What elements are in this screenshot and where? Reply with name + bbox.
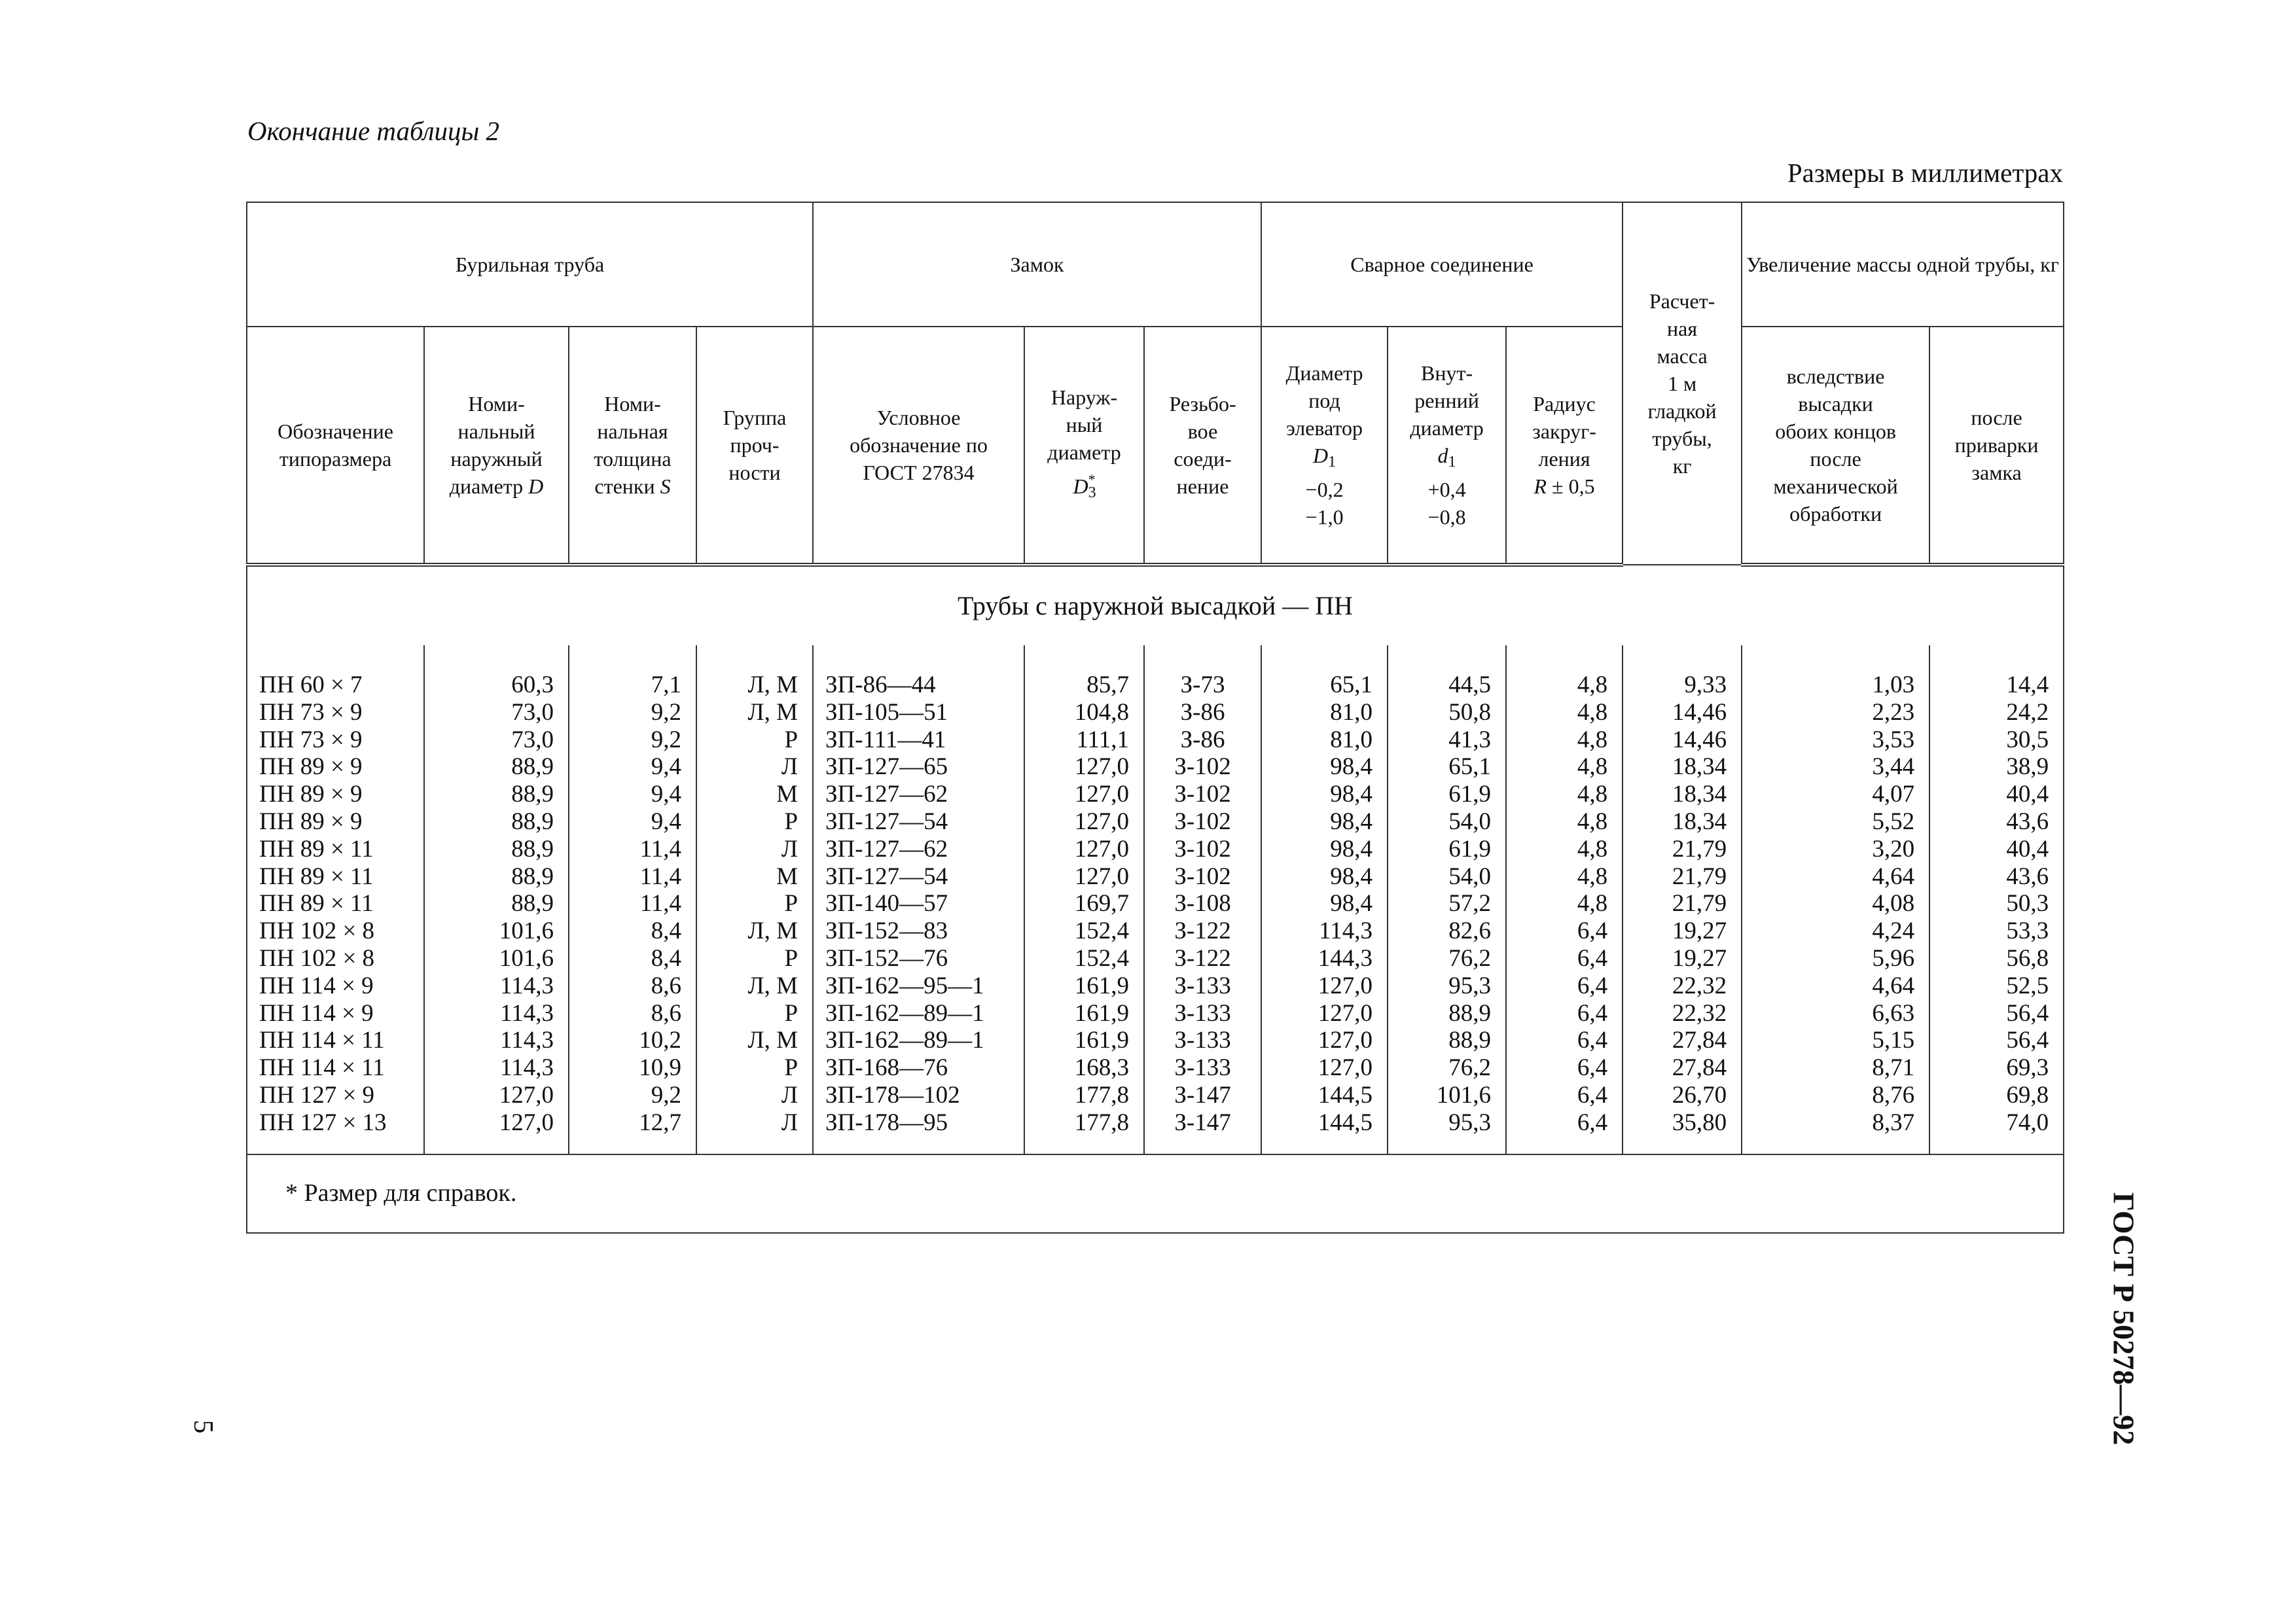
cell-wall-thickness: 11,4 <box>569 836 696 863</box>
cell-thread: З-102 <box>1144 781 1261 808</box>
table-row <box>247 1054 2064 1082</box>
header-lock-designation: Условное обозначение по ГОСТ 27834 <box>813 327 1024 565</box>
cell-radius: 4,8 <box>1506 699 1623 726</box>
cell-wall-thickness: 8,6 <box>569 972 696 1000</box>
cell-inner-diameter: 95,3 <box>1388 972 1506 1000</box>
cell-increase-weld: 69,3 <box>1929 1054 2064 1082</box>
cell-mass: 18,34 <box>1623 753 1742 781</box>
cell-increase-weld: 43,6 <box>1929 808 2064 836</box>
cell-designation: ПН 89 × 11 <box>247 836 424 863</box>
cell-outer-diameter: 168,3 <box>1024 1054 1144 1082</box>
table-row <box>247 671 2064 699</box>
cell-inner-diameter: 101,6 <box>1388 1082 1506 1109</box>
table-row <box>247 753 2064 781</box>
cell-lock-designation: ЗП-105—51 <box>813 699 1024 726</box>
symbol-S: S <box>660 474 671 498</box>
cell-outer-diameter: 85,7 <box>1024 671 1144 699</box>
cell-mass: 27,84 <box>1623 1027 1742 1054</box>
cell-mass: 35,80 <box>1623 1109 1742 1154</box>
cell-increase-upset: 3,53 <box>1742 726 1929 754</box>
cell-radius: 6,4 <box>1506 1109 1623 1154</box>
cell-increase-upset: 5,52 <box>1742 808 1929 836</box>
cell-elevator-diameter: 144,5 <box>1261 1082 1388 1109</box>
cell-radius: 4,8 <box>1506 671 1623 699</box>
cell-designation: ПН 102 × 8 <box>247 918 424 945</box>
table-row <box>247 1000 2064 1027</box>
cell-wall-thickness: 9,2 <box>569 726 696 754</box>
cell-increase-upset: 4,24 <box>1742 918 1929 945</box>
cell-wall-thickness: 11,4 <box>569 890 696 918</box>
symbol-D: D <box>528 474 544 498</box>
symbol-d1: d <box>1437 444 1448 467</box>
cell-wall-thickness: 12,7 <box>569 1109 696 1154</box>
cell-strength-group: Л, М <box>696 918 813 945</box>
cell-wall-thickness: 11,4 <box>569 863 696 891</box>
cell-thread: З-133 <box>1144 1054 1261 1082</box>
page-number <box>183 1407 223 1446</box>
symbol-D1: D <box>1312 444 1329 467</box>
cell-elevator-diameter: 127,0 <box>1261 1054 1388 1082</box>
table-row <box>247 726 2064 754</box>
cell-increase-weld: 56,4 <box>1929 1000 2064 1027</box>
section-title: Трубы с наружной высадкой — ПН <box>247 565 2064 645</box>
cell-lock-designation: ЗП-178—95 <box>813 1109 1024 1154</box>
cell-mass: 19,27 <box>1623 945 1742 972</box>
header-radius-label: Радиус закруг- ления <box>1532 392 1596 471</box>
cell-outer-diameter: 104,8 <box>1024 699 1144 726</box>
cell-strength-group: М <box>696 781 813 808</box>
cell-outer-diameter: 127,0 <box>1024 808 1144 836</box>
cell-increase-upset: 8,71 <box>1742 1054 1929 1082</box>
cell-nominal-diameter: 60,3 <box>424 671 569 699</box>
cell-strength-group: Л <box>696 836 813 863</box>
cell-nominal-diameter: 127,0 <box>424 1109 569 1154</box>
symbol-D3-sub: 3 <box>1088 484 1096 501</box>
cell-radius: 6,4 <box>1506 1000 1623 1027</box>
cell-radius: 6,4 <box>1506 918 1623 945</box>
header-thread: Резьбо- вое соеди- нение <box>1144 327 1261 565</box>
header-designation: Обозначение типоразмера <box>247 327 424 565</box>
cell-elevator-diameter: 98,4 <box>1261 890 1388 918</box>
cell-outer-diameter: 152,4 <box>1024 945 1144 972</box>
header-lock: Замок <box>813 202 1261 327</box>
cell-inner-diameter: 50,8 <box>1388 699 1506 726</box>
cell-inner-diameter: 76,2 <box>1388 945 1506 972</box>
cell-lock-designation: ЗП-162—95—1 <box>813 972 1024 1000</box>
cell-increase-weld: 74,0 <box>1929 1109 2064 1154</box>
cell-lock-designation: ЗП-127—54 <box>813 808 1024 836</box>
cell-outer-diameter: 161,9 <box>1024 972 1144 1000</box>
cell-mass: 21,79 <box>1623 890 1742 918</box>
cell-mass: 14,46 <box>1623 726 1742 754</box>
cell-increase-weld: 40,4 <box>1929 836 2064 863</box>
header-elevator-diameter <box>1261 327 1388 565</box>
cell-nominal-diameter: 73,0 <box>424 726 569 754</box>
cell-outer-diameter: 161,9 <box>1024 1000 1144 1027</box>
cell-outer-diameter: 177,8 <box>1024 1082 1144 1109</box>
cell-strength-group: Л <box>696 753 813 781</box>
cell-thread: З-122 <box>1144 918 1261 945</box>
cell-strength-group: Л <box>696 1109 813 1154</box>
cell-radius: 4,8 <box>1506 753 1623 781</box>
cell-designation: ПН 73 × 9 <box>247 726 424 754</box>
cell-designation: ПН 102 × 8 <box>247 945 424 972</box>
symbol-R: R <box>1534 474 1547 498</box>
cell-strength-group: Р <box>696 808 813 836</box>
units-note: Размеры в миллиметрах <box>1787 158 2063 188</box>
header-weld: Сварное соединение <box>1261 202 1623 327</box>
cell-nominal-diameter: 114,3 <box>424 1027 569 1054</box>
header-after-weld: после приварки замка <box>1929 327 2064 565</box>
cell-elevator-diameter: 65,1 <box>1261 671 1388 699</box>
cell-designation: ПН 89 × 9 <box>247 808 424 836</box>
cell-designation: ПН 89 × 11 <box>247 890 424 918</box>
cell-lock-designation: ЗП-152—76 <box>813 945 1024 972</box>
cell-increase-weld: 30,5 <box>1929 726 2064 754</box>
cell-nominal-diameter: 88,9 <box>424 781 569 808</box>
cell-mass: 19,27 <box>1623 918 1742 945</box>
cell-nominal-diameter: 88,9 <box>424 836 569 863</box>
cell-increase-weld: 56,4 <box>1929 1027 2064 1054</box>
cell-outer-diameter: 127,0 <box>1024 753 1144 781</box>
cell-increase-upset: 6,63 <box>1742 1000 1929 1027</box>
standard-title-text: ГОСТ Р 50278—92 <box>2107 1192 2141 1446</box>
cell-lock-designation: ЗП-140—57 <box>813 890 1024 918</box>
cell-inner-diameter: 65,1 <box>1388 753 1506 781</box>
cell-elevator-diameter: 114,3 <box>1261 918 1388 945</box>
page-number-text: 5 <box>188 1419 218 1434</box>
header-upset: вследствие высадки обоих концов после механической обработки <box>1742 327 1929 565</box>
cell-increase-upset: 4,64 <box>1742 863 1929 891</box>
cell-thread: З-108 <box>1144 890 1261 918</box>
cell-increase-upset: 1,03 <box>1742 671 1929 699</box>
cell-strength-group: Р <box>696 890 813 918</box>
radius-tolerance: ± 0,5 <box>1552 474 1595 498</box>
cell-designation: ПН 127 × 13 <box>247 1109 424 1154</box>
cell-outer-diameter: 111,1 <box>1024 726 1144 754</box>
cell-strength-group: Л, М <box>696 1027 813 1054</box>
symbol-d1-sub: 1 <box>1448 454 1456 471</box>
cell-mass: 18,34 <box>1623 781 1742 808</box>
cell-mass: 14,46 <box>1623 699 1742 726</box>
cell-wall-thickness: 8,4 <box>569 918 696 945</box>
cell-elevator-diameter: 144,3 <box>1261 945 1388 972</box>
cell-increase-weld: 52,5 <box>1929 972 2064 1000</box>
cell-thread: З-86 <box>1144 726 1261 754</box>
cell-inner-diameter: 82,6 <box>1388 918 1506 945</box>
cell-radius: 6,4 <box>1506 1082 1623 1109</box>
cell-lock-designation: ЗП-127—65 <box>813 753 1024 781</box>
pipe-table <box>246 202 2064 1234</box>
header-mass: Расчет- ная масса 1 м гладкой трубы, кг <box>1623 202 1742 565</box>
symbol-D3: D <box>1073 474 1088 498</box>
header-elevator-label: Диаметр под элеватор <box>1285 361 1363 440</box>
cell-outer-diameter: 127,0 <box>1024 781 1144 808</box>
header-nominal-diameter-label: Номи- нальный наружный диаметр <box>449 392 543 498</box>
cell-designation: ПН 127 × 9 <box>247 1082 424 1109</box>
cell-outer-diameter: 152,4 <box>1024 918 1144 945</box>
header-outer-diameter <box>1024 327 1144 565</box>
cell-inner-diameter: 54,0 <box>1388 863 1506 891</box>
header-mass-increase: Увеличение массы одной трубы, кг <box>1742 202 2064 327</box>
header-inner-label: Внут- ренний диаметр <box>1410 361 1484 440</box>
cell-lock-designation: ЗП-127—62 <box>813 836 1024 863</box>
cell-lock-designation: ЗП-127—62 <box>813 781 1024 808</box>
cell-mass: 21,79 <box>1623 836 1742 863</box>
cell-strength-group: Р <box>696 1000 813 1027</box>
table-caption: Окончание таблицы 2 <box>247 116 500 146</box>
cell-wall-thickness: 9,2 <box>569 699 696 726</box>
cell-strength-group: Р <box>696 726 813 754</box>
cell-mass: 9,33 <box>1623 671 1742 699</box>
cell-nominal-diameter: 88,9 <box>424 753 569 781</box>
cell-lock-designation: ЗП-162—89—1 <box>813 1000 1024 1027</box>
cell-nominal-diameter: 101,6 <box>424 945 569 972</box>
cell-radius: 6,4 <box>1506 945 1623 972</box>
cell-designation: ПН 89 × 9 <box>247 753 424 781</box>
cell-wall-thickness: 10,2 <box>569 1027 696 1054</box>
cell-nominal-diameter: 114,3 <box>424 1054 569 1082</box>
cell-increase-weld: 24,2 <box>1929 699 2064 726</box>
header-strength-group: Группа проч- ности <box>696 327 813 565</box>
elevator-tolerance: −0,2 −1,0 <box>1305 478 1344 529</box>
cell-increase-weld: 43,6 <box>1929 863 2064 891</box>
table-row <box>247 972 2064 1000</box>
cell-designation: ПН 89 × 9 <box>247 781 424 808</box>
header-inner-diameter <box>1388 327 1506 565</box>
cell-strength-group: Л, М <box>696 699 813 726</box>
cell-increase-upset: 4,08 <box>1742 890 1929 918</box>
cell-increase-weld: 69,8 <box>1929 1082 2064 1109</box>
cell-inner-diameter: 61,9 <box>1388 836 1506 863</box>
cell-radius: 4,8 <box>1506 808 1623 836</box>
cell-wall-thickness: 9,4 <box>569 808 696 836</box>
table-row <box>247 863 2064 891</box>
cell-mass: 18,34 <box>1623 808 1742 836</box>
cell-inner-diameter: 76,2 <box>1388 1054 1506 1082</box>
cell-wall-thickness: 9,4 <box>569 753 696 781</box>
cell-inner-diameter: 57,2 <box>1388 890 1506 918</box>
cell-radius: 4,8 <box>1506 781 1623 808</box>
inner-tolerance: +0,4 −0,8 <box>1427 478 1466 529</box>
cell-inner-diameter: 61,9 <box>1388 781 1506 808</box>
cell-inner-diameter: 41,3 <box>1388 726 1506 754</box>
table-row <box>247 945 2064 972</box>
cell-radius: 4,8 <box>1506 836 1623 863</box>
cell-lock-designation: ЗП-111—41 <box>813 726 1024 754</box>
cell-nominal-diameter: 73,0 <box>424 699 569 726</box>
cell-wall-thickness: 9,2 <box>569 1082 696 1109</box>
table-row <box>247 781 2064 808</box>
cell-lock-designation: ЗП-168—76 <box>813 1054 1024 1082</box>
cell-elevator-diameter: 127,0 <box>1261 972 1388 1000</box>
cell-wall-thickness: 7,1 <box>569 671 696 699</box>
cell-increase-weld: 38,9 <box>1929 753 2064 781</box>
cell-lock-designation: ЗП-152—83 <box>813 918 1024 945</box>
header-nominal-wall <box>569 327 696 565</box>
cell-nominal-diameter: 114,3 <box>424 972 569 1000</box>
cell-increase-upset: 8,37 <box>1742 1109 1929 1154</box>
cell-inner-diameter: 44,5 <box>1388 671 1506 699</box>
cell-increase-weld: 50,3 <box>1929 890 2064 918</box>
cell-increase-upset: 3,44 <box>1742 753 1929 781</box>
header-nominal-wall-label: Номи- нальная толщина стенки <box>594 392 672 498</box>
cell-increase-weld: 56,8 <box>1929 945 2064 972</box>
cell-mass: 22,32 <box>1623 1000 1742 1027</box>
cell-elevator-diameter: 98,4 <box>1261 753 1388 781</box>
cell-outer-diameter: 169,7 <box>1024 890 1144 918</box>
cell-nominal-diameter: 88,9 <box>424 863 569 891</box>
cell-thread: З-102 <box>1144 863 1261 891</box>
standard-title <box>2085 1181 2163 1456</box>
cell-nominal-diameter: 101,6 <box>424 918 569 945</box>
cell-increase-weld: 40,4 <box>1929 781 2064 808</box>
table-row <box>247 1109 2064 1154</box>
cell-lock-designation: ЗП-178—102 <box>813 1082 1024 1109</box>
cell-mass: 22,32 <box>1623 972 1742 1000</box>
cell-elevator-diameter: 98,4 <box>1261 808 1388 836</box>
cell-outer-diameter: 161,9 <box>1024 1027 1144 1054</box>
symbol-D3-sup: * <box>1088 471 1096 488</box>
cell-outer-diameter: 127,0 <box>1024 836 1144 863</box>
cell-thread: З-73 <box>1144 671 1261 699</box>
cell-elevator-diameter: 98,4 <box>1261 863 1388 891</box>
cell-elevator-diameter: 98,4 <box>1261 781 1388 808</box>
header-nominal-diameter <box>424 327 569 565</box>
cell-designation: ПН 114 × 11 <box>247 1054 424 1082</box>
cell-wall-thickness: 9,4 <box>569 781 696 808</box>
cell-mass: 21,79 <box>1623 863 1742 891</box>
table-row <box>247 699 2064 726</box>
footnote: * Размер для справок. <box>247 1154 2064 1233</box>
cell-nominal-diameter: 88,9 <box>424 808 569 836</box>
cell-elevator-diameter: 81,0 <box>1261 726 1388 754</box>
cell-thread: З-102 <box>1144 808 1261 836</box>
cell-thread: З-86 <box>1144 699 1261 726</box>
cell-inner-diameter: 88,9 <box>1388 1027 1506 1054</box>
cell-increase-weld: 14,4 <box>1929 671 2064 699</box>
table-row <box>247 808 2064 836</box>
cell-lock-designation: ЗП-86—44 <box>813 671 1024 699</box>
cell-inner-diameter: 88,9 <box>1388 1000 1506 1027</box>
cell-strength-group: Л <box>696 1082 813 1109</box>
cell-thread: З-133 <box>1144 1027 1261 1054</box>
cell-nominal-diameter: 88,9 <box>424 890 569 918</box>
cell-increase-weld: 53,3 <box>1929 918 2064 945</box>
cell-nominal-diameter: 114,3 <box>424 1000 569 1027</box>
cell-wall-thickness: 10,9 <box>569 1054 696 1082</box>
cell-radius: 6,4 <box>1506 972 1623 1000</box>
symbol-D1-sub: 1 <box>1328 454 1336 471</box>
cell-lock-designation: ЗП-162—89—1 <box>813 1027 1024 1054</box>
cell-thread: З-102 <box>1144 836 1261 863</box>
cell-increase-upset: 4,07 <box>1742 781 1929 808</box>
cell-outer-diameter: 127,0 <box>1024 863 1144 891</box>
cell-radius: 6,4 <box>1506 1054 1623 1082</box>
cell-elevator-diameter: 144,5 <box>1261 1109 1388 1154</box>
cell-thread: З-102 <box>1144 753 1261 781</box>
cell-increase-upset: 2,23 <box>1742 699 1929 726</box>
cell-elevator-diameter: 98,4 <box>1261 836 1388 863</box>
cell-strength-group: Л, М <box>696 972 813 1000</box>
cell-mass: 26,70 <box>1623 1082 1742 1109</box>
cell-thread: З-147 <box>1144 1082 1261 1109</box>
cell-thread: З-133 <box>1144 1000 1261 1027</box>
table-row <box>247 1082 2064 1109</box>
cell-outer-diameter: 177,8 <box>1024 1109 1144 1154</box>
cell-radius: 4,8 <box>1506 726 1623 754</box>
cell-radius: 4,8 <box>1506 890 1623 918</box>
cell-mass: 27,84 <box>1623 1054 1742 1082</box>
table-row <box>247 890 2064 918</box>
header-drill-pipe: Бурильная труба <box>247 202 813 327</box>
cell-increase-upset: 8,76 <box>1742 1082 1929 1109</box>
cell-elevator-diameter: 127,0 <box>1261 1000 1388 1027</box>
cell-thread: З-122 <box>1144 945 1261 972</box>
cell-strength-group: Р <box>696 1054 813 1082</box>
cell-strength-group: М <box>696 863 813 891</box>
cell-designation: ПН 73 × 9 <box>247 699 424 726</box>
cell-strength-group: Л, М <box>696 671 813 699</box>
cell-designation: ПН 60 × 7 <box>247 671 424 699</box>
cell-inner-diameter: 95,3 <box>1388 1109 1506 1154</box>
header-outer-diameter-label: Наруж- ный диаметр <box>1047 385 1121 464</box>
cell-radius: 6,4 <box>1506 1027 1623 1054</box>
cell-thread: З-147 <box>1144 1109 1261 1154</box>
table-row <box>247 1027 2064 1054</box>
table-row <box>247 918 2064 945</box>
cell-designation: ПН 89 × 11 <box>247 863 424 891</box>
cell-nominal-diameter: 127,0 <box>424 1082 569 1109</box>
header-radius <box>1506 327 1623 565</box>
cell-elevator-diameter: 81,0 <box>1261 699 1388 726</box>
cell-increase-upset: 5,96 <box>1742 945 1929 972</box>
cell-thread: З-133 <box>1144 972 1261 1000</box>
cell-wall-thickness: 8,4 <box>569 945 696 972</box>
cell-inner-diameter: 54,0 <box>1388 808 1506 836</box>
cell-lock-designation: ЗП-127—54 <box>813 863 1024 891</box>
table-row <box>247 836 2064 863</box>
cell-designation: ПН 114 × 9 <box>247 972 424 1000</box>
cell-designation: ПН 114 × 11 <box>247 1027 424 1054</box>
cell-increase-upset: 4,64 <box>1742 972 1929 1000</box>
cell-strength-group: Р <box>696 945 813 972</box>
cell-increase-upset: 5,15 <box>1742 1027 1929 1054</box>
cell-increase-upset: 3,20 <box>1742 836 1929 863</box>
cell-designation: ПН 114 × 9 <box>247 1000 424 1027</box>
cell-elevator-diameter: 127,0 <box>1261 1027 1388 1054</box>
cell-wall-thickness: 8,6 <box>569 1000 696 1027</box>
cell-radius: 4,8 <box>1506 863 1623 891</box>
